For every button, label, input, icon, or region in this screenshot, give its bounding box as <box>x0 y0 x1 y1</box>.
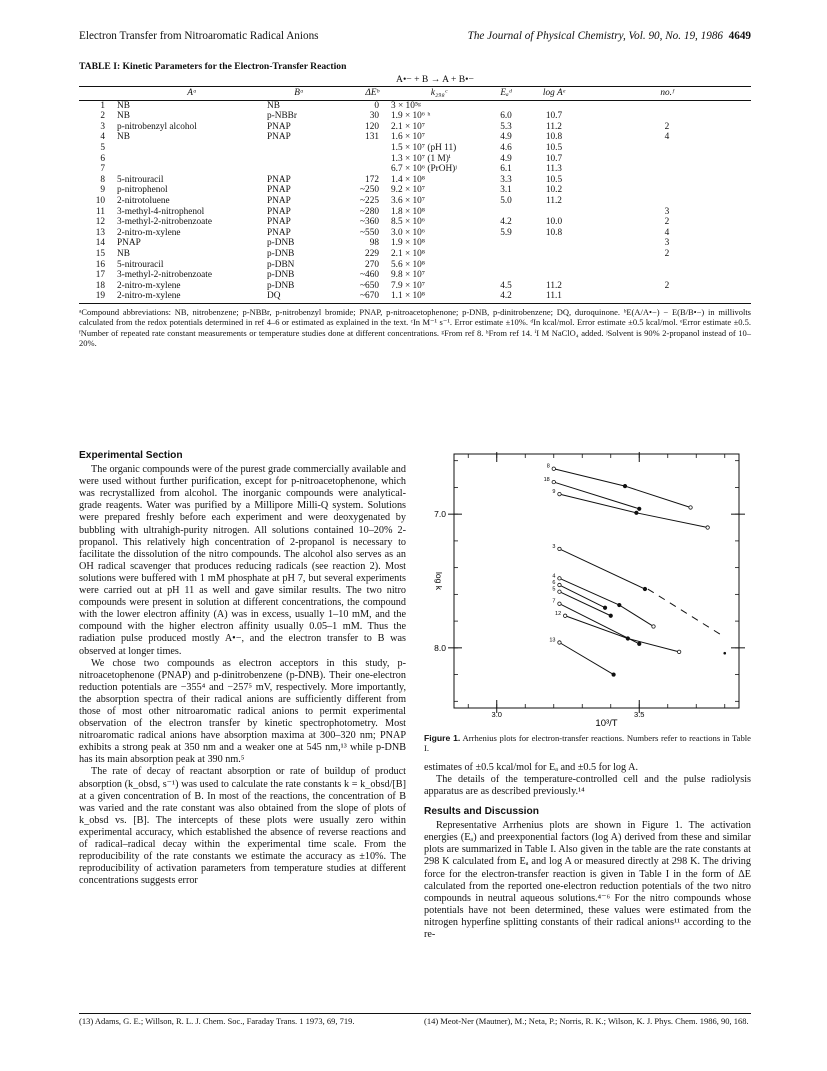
repeat-count <box>583 111 751 122</box>
table-row <box>79 132 751 143</box>
repeat-count <box>583 143 751 154</box>
data-point <box>677 650 680 653</box>
row-index: 11 <box>96 206 105 217</box>
table-row <box>79 143 751 154</box>
experimental-paragraph-3: The rate of decay of reactant absorption or rate of buildup of product absorption (k_obsd, s⁻¹) was used to calculate the rate constants k = k_obsd/[B] at a given concentration of B. In most of the reactions, the concentration of B was varied and the rate constant was also obtained from the slope of plots of k_obsd vs. [B]. The intercepts of these plots were usually zero within experimental accuracy, which established the absence of reverse reactions and of radical–radical decay within the experimental time scale. From the reproducibility of the rate constants we estimate the accuracy as ±10%. The reproducibility of activation parameters from temperature studies at different concentrations suggests error <box>79 766 406 887</box>
delta-e: 172 <box>365 174 379 185</box>
delta-e: ~360 <box>360 217 379 228</box>
delta-e: ~670 <box>331 291 391 303</box>
log-a: 11.2 <box>546 280 562 291</box>
data-point <box>706 526 709 529</box>
rate-constant: 8.5 × 10⁶ <box>391 217 426 228</box>
row-index: 10 <box>95 195 105 206</box>
compound-b: p-DNB <box>267 248 295 259</box>
table-row <box>79 291 751 303</box>
apparatus-text: The details of the temperature-controlled cell and the pulse radiolysis apparatus are as described previously.¹⁴ <box>424 773 751 797</box>
rate-constant: 9.8 × 10⁷ <box>391 270 426 281</box>
rate-constant: 9.2 × 10⁷ <box>391 185 426 196</box>
rate-constant: 5.6 × 10⁸ <box>391 259 426 270</box>
series-label-4: 4 <box>552 573 556 580</box>
compound-a: 3-methyl-2-nitrobenzoate <box>117 270 212 281</box>
compound-a: 3-methyl-2-nitrobenzoate <box>117 217 212 228</box>
figure-label: Figure 1. <box>424 733 461 743</box>
rate-constant: 1.6 × 10⁷ <box>391 132 426 143</box>
compound-b: PNAP <box>267 121 291 132</box>
repeat-count <box>583 154 751 165</box>
table-row <box>79 175 751 186</box>
data-point <box>558 641 561 644</box>
compound-a: NB <box>117 111 130 122</box>
data-point <box>552 467 555 470</box>
log-a <box>525 238 583 249</box>
compound-a <box>117 143 267 154</box>
th-delta-e: ΔEᵇ <box>331 87 391 101</box>
table-row <box>79 207 751 218</box>
data-point <box>638 642 641 645</box>
series-line-12 <box>565 616 679 652</box>
row-index: 5 <box>100 142 105 153</box>
compound-a: p-nitrophenol <box>117 185 168 196</box>
compound-b: PNAP <box>267 217 291 228</box>
table-row <box>79 185 751 196</box>
data-point <box>558 577 561 580</box>
log-a <box>525 207 583 218</box>
row-index: 7 <box>100 164 105 175</box>
data-point <box>643 587 646 590</box>
repeat-count <box>583 100 751 111</box>
data-point <box>558 590 561 593</box>
table-header-row <box>79 87 751 101</box>
x-tick-label: 3.0 <box>491 710 502 719</box>
compound-a: 2-nitro-m-xylene <box>117 227 181 238</box>
repeat-count: 3 <box>664 206 670 217</box>
rate-constant: 1.1 × 10⁸ <box>391 291 487 303</box>
th-no: no.ᶠ <box>583 87 751 101</box>
rate-constant: 2.1 × 10⁷ <box>391 121 426 132</box>
series-label-7: 7 <box>552 598 556 605</box>
delta-e: ~250 <box>360 185 379 196</box>
log-a: 10.8 <box>545 227 563 238</box>
compound-b: p-DBN <box>267 259 295 270</box>
journal-citation: The Journal of Physical Chemistry, Vol. 90, No. 19, 1986 4649 <box>467 30 751 42</box>
table-row <box>79 100 751 111</box>
activation-energy <box>487 100 525 111</box>
row-index: 15 <box>95 248 105 259</box>
repeat-count: 3 <box>664 238 670 249</box>
table-row <box>79 228 751 239</box>
log-a: 11.3 <box>546 164 562 175</box>
th-b: Bᵃ <box>267 87 331 101</box>
right-column <box>424 450 751 941</box>
rate-constant: 6.7 × 10⁶ (PrOH)ʲ <box>391 164 457 175</box>
delta-e: 98 <box>369 238 379 249</box>
log-a <box>525 100 583 111</box>
activation-energy: 3.1 <box>500 185 512 196</box>
compound-a: 2-nitro-m-xylene <box>117 280 181 291</box>
compound-a: 2-nitro-m-xylene <box>117 291 267 303</box>
dashed-extension-line <box>648 589 725 637</box>
activation-energy: 4.2 <box>487 291 525 303</box>
compound-a: 5-nitrouracil <box>117 174 164 185</box>
figure-caption-text: Arrhenius plots for electron-transfer reactions. Numbers refer to reactions in Table I. <box>424 733 751 754</box>
kinetic-parameters-table <box>79 86 751 304</box>
th-log-a: log Aᵉ <box>525 87 583 101</box>
delta-e <box>331 143 391 154</box>
repeat-count <box>583 270 751 281</box>
delta-e <box>331 164 391 175</box>
compound-a <box>117 154 267 165</box>
activation-energy <box>487 249 525 260</box>
series-line-13 <box>559 642 613 674</box>
repeat-count <box>583 164 751 175</box>
repeat-count <box>583 175 751 186</box>
row-index: 1 <box>100 100 105 111</box>
activation-energy: 6.0 <box>500 111 512 122</box>
series-label-6: 6 <box>552 580 556 587</box>
repeat-count <box>583 260 751 271</box>
rate-constant: 3 × 10⁵ᵍ <box>391 100 421 111</box>
experimental-paragraph-2: We chose two compounds as electron acceptors in this study, p-nitroacetophenone (PNAP) and p-dinitrobenzene (p-DNB). Their one-electron reduction potentials are −355⁴ and −257⁵ mV, respectively. More importantly, the absorption spectra of their radical anions are sufficiently different from those of most other nitroaromatic radical anions to permit experimental observation of the electron transfer by kinetic spectrophotometry. Most nitroaromatic radical anions have absorption maxima at 300–320 nm; PNAP exhibits a strong peak at 350 nm and a weaker one at 545 nm,¹³ while p-DNB has its main absorption peak at 390 nm.⁵ <box>79 657 406 766</box>
series-label-12: 12 <box>555 610 562 617</box>
data-point <box>635 511 638 514</box>
table-row <box>79 154 751 165</box>
data-point <box>626 637 629 640</box>
row-index: 18 <box>95 280 105 291</box>
data-point <box>558 602 561 605</box>
delta-e: 0 <box>374 100 379 111</box>
page-number: 4649 <box>728 30 751 42</box>
activation-energy: 4.9 <box>500 153 512 164</box>
data-point <box>623 484 626 487</box>
compound-b: p-DNB <box>267 280 295 291</box>
compound-a: NB <box>117 132 130 143</box>
series-line-3 <box>559 549 645 589</box>
row-index: 16 <box>95 259 105 270</box>
repeat-count: 4 <box>664 132 670 143</box>
delta-e: 120 <box>365 121 379 132</box>
activation-energy: 4.5 <box>500 280 512 291</box>
data-point <box>558 583 561 586</box>
compound-a: NB <box>117 100 130 111</box>
rate-constant: 1.3 × 10⁷ (1 M)ⁱ <box>391 153 451 164</box>
rate-constant: 3.6 × 10⁷ <box>391 195 426 206</box>
compound-b <box>267 143 331 154</box>
table-row <box>79 217 751 228</box>
delta-e: ~550 <box>360 227 379 238</box>
arrhenius-figure <box>424 450 751 730</box>
table-reaction: A•− + B → A + B•− <box>396 74 474 85</box>
series-line-9 <box>559 494 707 527</box>
delta-e: ~225 <box>360 195 379 206</box>
log-a: 10.0 <box>545 217 563 228</box>
data-point <box>652 625 655 628</box>
row-index: 2 <box>100 111 105 122</box>
table-row <box>79 111 751 122</box>
x-axis-label: 10³/T <box>595 718 618 729</box>
th-k298: k₂₉₈ᶜ <box>391 87 487 101</box>
row-index: 3 <box>100 121 105 132</box>
repeat-count: 4 <box>664 227 670 238</box>
log-a: 10.2 <box>545 185 563 196</box>
delta-e: 30 <box>369 111 379 122</box>
compound-b: DQ <box>267 291 331 303</box>
delta-e: ~650 <box>360 280 379 291</box>
series-label-3: 3 <box>552 543 556 550</box>
table-row <box>79 281 751 292</box>
row-index: 14 <box>95 238 105 249</box>
data-point <box>558 547 561 550</box>
rate-constant: 1.9 × 10⁶ ʰ <box>391 111 431 122</box>
log-a: 11.2 <box>546 195 562 206</box>
row-index: 6 <box>100 153 105 164</box>
activation-energy: 6.1 <box>500 164 512 175</box>
error-estimates: estimates of ±0.5 kcal/mol for Eₐ and ±0.5 for log A. <box>424 761 638 773</box>
repeat-count <box>583 291 751 303</box>
reference-14: (14) Meot-Ner (Mautner), M.; Neta, P.; Norris, R. K.; Wilson, K. J. Phys. Chem. 1986, 90, 168. <box>424 1016 749 1026</box>
compound-b <box>267 154 331 165</box>
delta-e: 270 <box>365 259 379 270</box>
log-a <box>525 270 583 281</box>
activation-energy: 4.6 <box>500 142 512 153</box>
delta-e: 131 <box>365 132 379 143</box>
activation-energy <box>487 260 525 271</box>
th-index <box>79 87 117 101</box>
activation-energy: 4.9 <box>500 132 512 143</box>
table-row <box>79 260 751 271</box>
log-a: 11.2 <box>546 121 562 132</box>
running-header <box>79 30 751 46</box>
activation-energy <box>487 207 525 218</box>
y-tick-label: 7.0 <box>434 509 446 520</box>
activation-energy: 4.2 <box>500 217 512 228</box>
data-point <box>603 606 606 609</box>
compound-b: PNAP <box>267 132 291 143</box>
activation-energy: 5.0 <box>500 195 512 206</box>
delta-e: ~460 <box>360 270 379 281</box>
compound-b: PNAP <box>267 206 291 217</box>
figure-caption <box>424 733 751 754</box>
data-point <box>558 492 561 495</box>
log-a: 10.5 <box>545 174 563 185</box>
repeat-count: 2 <box>664 121 670 132</box>
series-label-18: 18 <box>543 477 550 484</box>
series-label-13: 13 <box>549 637 556 644</box>
compound-a <box>117 164 267 175</box>
compound-b: p-DNB <box>267 270 295 281</box>
header-title: Electron Transfer from Nitroaromatic Radical Anions <box>79 30 319 42</box>
log-a: 10.8 <box>545 132 563 143</box>
results-paragraph: Representative Arrhenius plots are shown in Figure 1. The activation energies (Eₐ) and preexponential factors (log A) derived from these and similar plots are summarized in Table I. Also given in the table are the rate constants at 298 K calculated from Eₐ and log A or measured directly at 298 K. The driving force for the electron-transfer reaction is given in Table I in the form of ΔE calculated from the reported one-electron reduction potentials of the two nitro compounds in neutral aqueous solutions.⁴⁻⁶ For the nitro compounds whose potentials have not been determined, these values were estimated from the nitrogen hyperfine splitting constants of their radical anions¹¹ according to the re- <box>424 820 751 941</box>
log-a: 10.5 <box>545 142 563 153</box>
rate-constant: 1.8 × 10⁸ <box>391 206 426 217</box>
table-caption: TABLE I: Kinetic Parameters for the Electron-Transfer Reaction <box>79 61 347 72</box>
repeat-count: 2 <box>664 217 670 228</box>
rate-constant: 7.9 × 10⁷ <box>391 280 426 291</box>
activation-energy <box>487 270 525 281</box>
x-tick-label: 3.5 <box>634 710 645 719</box>
log-a <box>525 260 583 271</box>
compound-b: PNAP <box>267 227 291 238</box>
series-label-9: 9 <box>552 489 556 496</box>
table-row <box>79 196 751 207</box>
repeat-count: 2 <box>664 248 670 259</box>
rate-constant: 1.5 × 10⁷ (pH 11) <box>391 142 457 153</box>
table-row <box>79 270 751 281</box>
delta-e: 229 <box>365 248 379 259</box>
rate-constant: 2.1 × 10⁸ <box>391 248 426 259</box>
repeat-count: 2 <box>664 280 670 291</box>
table-row <box>79 249 751 260</box>
data-point <box>612 673 615 676</box>
activation-energy: 3.3 <box>500 174 512 185</box>
data-point <box>618 603 621 606</box>
rate-constant: 1.9 × 10⁸ <box>391 238 426 249</box>
compound-b <box>267 164 331 175</box>
reference-13: (13) Adams, G. E.; Willson, R. L. J. Chem. Soc., Faraday Trans. 1 1973, 69, 719. <box>79 1016 355 1026</box>
row-index: 9 <box>100 185 105 196</box>
data-point <box>563 614 566 617</box>
activation-energy: 5.3 <box>500 121 512 132</box>
row-index: 17 <box>95 270 105 281</box>
rate-constant: 3.0 × 10⁶ <box>391 227 426 238</box>
compound-b: PNAP <box>267 185 291 196</box>
compound-a: NB <box>117 248 130 259</box>
series-label-8: 8 <box>546 463 550 470</box>
table-row <box>79 164 751 175</box>
compound-b: NB <box>267 100 280 111</box>
series-line-5 <box>559 592 610 616</box>
table-row <box>79 122 751 133</box>
row-index: 4 <box>100 132 105 143</box>
results-heading: Results and Discussion <box>424 806 539 818</box>
series-label-5: 5 <box>552 586 556 593</box>
y-axis-label: log k <box>434 572 444 590</box>
table-footnotes: ᵃCompound abbreviations: NB, nitrobenzene; p-NBBr, p-nitrobenzyl bromide; PNAP, p-nitroacetophenone; p-DNB, p-dinitrobenzene; DQ, duroquinone. ᵇE(A/A•−) − E(B/B•−) in millivolts calculated from the redox potentials determined in ref 4–6 or estimated as explained in the text. ᶜIn M⁻¹ s⁻¹. Error estimate ±10%. ᵈIn kcal/mol. Error estimate ±0.5 kcal/mol. ᵉError estimate ±0.5. ᶠNumber of repeated rate constant measurements or temperature studies done at different concentrations. ᵍFrom ref 8. ʰFrom ref 14. ⁱI M NaClO₄ added. ʲSolvent is 90% 2-propanol instead of 10–20%. <box>79 306 751 349</box>
log-a: 10.7 <box>545 153 563 164</box>
repeat-count <box>583 196 751 207</box>
page <box>79 30 751 349</box>
row-index: 19 <box>79 291 117 303</box>
row-index: 13 <box>95 227 105 238</box>
data-point <box>723 652 726 655</box>
compound-b: p-DNB <box>267 238 295 249</box>
rate-constant: 1.4 × 10⁸ <box>391 174 426 185</box>
left-column <box>79 450 406 887</box>
compound-a: 2-nitrotoluene <box>117 195 170 206</box>
experimental-paragraph-1: The organic compounds were of the purest grade commercially available and were used without further purification, except for p-nitroacetophenone, which was recrystallized from alcohol. The inorganic compounds were analytical-grade reagents. Water was purified by a Millipore Milli-Q system. Solutions were prepared freshly before each experiment and were deoxygenated by bubbling with ultrahigh-purity nitrogen. All solutions contained 10–20% 2-propanol. This relatively high concentration of 2-propanol is necessary to facilitate the dissolution of the nitro compounds. The alcohol also serves as an OH radical scavenger that produces reducing radicals (see reaction 2). Most solutions were buffered with 1 mM phosphate at pH 7, but several experiments were carried out at pH 11 as well and gave similar results. The two nitro compounds were present in solution at different concentrations, the compound with the lower electron affinity (A) was in excess, usually 1–10 mM, and the compound with the higher electron affinity usually 0.05–1 mM. Thus the radiation pulse produced mostly A•−, and the electron transfer to B was observed at longer times. <box>79 464 406 657</box>
compound-a: 5-nitrouracil <box>117 259 164 270</box>
compound-b: p-NBBr <box>267 111 297 122</box>
table-row <box>79 238 751 249</box>
compound-a: 3-methyl-4-nitrophenol <box>117 206 205 217</box>
experimental-heading: Experimental Section <box>79 450 183 461</box>
plot-frame <box>454 454 739 708</box>
log-a: 10.7 <box>545 111 563 122</box>
compound-b: PNAP <box>267 174 291 185</box>
data-point <box>552 480 555 483</box>
compound-a: p-nitrobenzyl alcohol <box>117 121 197 132</box>
compound-b: PNAP <box>267 195 291 206</box>
repeat-count <box>583 185 751 196</box>
delta-e <box>331 154 391 165</box>
activation-energy: 5.9 <box>500 227 512 238</box>
data-point <box>609 614 612 617</box>
log-a <box>525 249 583 260</box>
log-a: 11.1 <box>525 291 583 303</box>
references <box>79 1013 751 1026</box>
data-point <box>689 506 692 509</box>
row-index: 8 <box>100 174 105 185</box>
data-point <box>638 507 641 510</box>
compound-a: PNAP <box>117 238 141 249</box>
row-index: 12 <box>95 217 105 228</box>
th-a: Aᵃ <box>117 87 267 101</box>
y-tick-label: 8.0 <box>434 642 446 653</box>
th-ea: Eₐᵈ <box>487 87 525 101</box>
activation-energy <box>487 238 525 249</box>
delta-e: ~280 <box>360 206 379 217</box>
